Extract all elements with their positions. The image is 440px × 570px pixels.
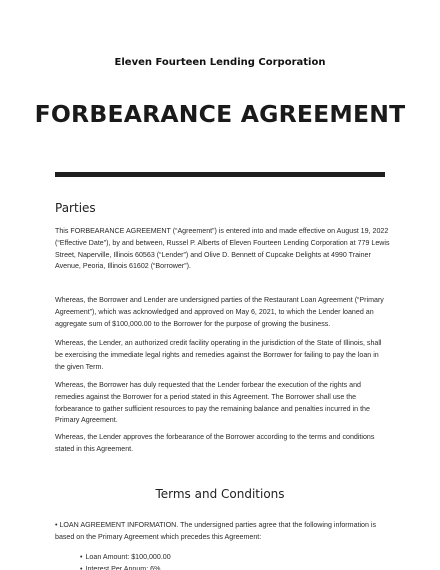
terms-heading: Terms and Conditions [155, 487, 285, 501]
parties-paragraph: This FORBEARANCE AGREEMENT (“Agreement”) is entered into and made effective on August 19, 2022 (“Effective Date”), by and between, Russel P. Alberts of Eleven Fourteen Lending Corporation at 779 Lewis Street, Naperville, Illinois 60563 (“Lender”) and Olive D. Bennett of Cupcake Delights at 4990 Trainer Avenue, Peoria, Illinois 61602 (“Borrower”). [55, 227, 390, 271]
whereas-paragraph-forbearance-request: Whereas, the Borrower has duly requested that the Lender forbear the execution of the rights and remedies against the Borrower for a period stated in this Agreement. The Borrower shall use the forbearance to gather sufficient resources to pay the remaining balance and penalties incurred in the Primary Agreement. [55, 381, 370, 425]
whereas-paragraph-lender-rights: Whereas, the Lender, an authorized credit facility operating in the jurisdiction of the State of Illinois, shall be exercising the immediate legal rights and remedies against the Borrower for failing to pay the loan in the given Term. [55, 339, 382, 371]
list-item [80, 564, 171, 570]
whereas-paragraph-primary-agreement: Whereas, the Borrower and Lender are undersigned parties of the Restaurant Loan Agreement (“Primary Agreement”), which was acknowledged and approved on May 6, 2021, to which the Lender loaned an aggregate sum of $100,000.00 to the Borrower for the purpose of growing the business. [55, 296, 384, 328]
loan-amount-text: Loan Amount: $100,000.00 [85, 553, 171, 561]
bullet-icon: • [80, 553, 83, 561]
list-item [80, 552, 171, 564]
loan-info-list [80, 552, 171, 570]
interest-rate-text: Interest Per Annum: 6% [85, 564, 161, 570]
document-title: FORBEARANCE AGREEMENT [34, 100, 406, 128]
terms-intro-paragraph: • LOAN AGREEMENT INFORMATION. The undersigned parties agree that the following information is based on the Primary Agreement which precedes this Agreement: [55, 521, 377, 541]
title-divider [55, 172, 385, 177]
company-name: Eleven Fourteen Lending Corporation [114, 57, 326, 68]
whereas-paragraph-lender-approval: Whereas, the Lender approves the forbearance of the Borrower according to the terms and conditions stated in this Agreement. [55, 433, 375, 453]
bullet-icon: • [80, 564, 83, 570]
parties-heading: Parties [55, 201, 96, 215]
